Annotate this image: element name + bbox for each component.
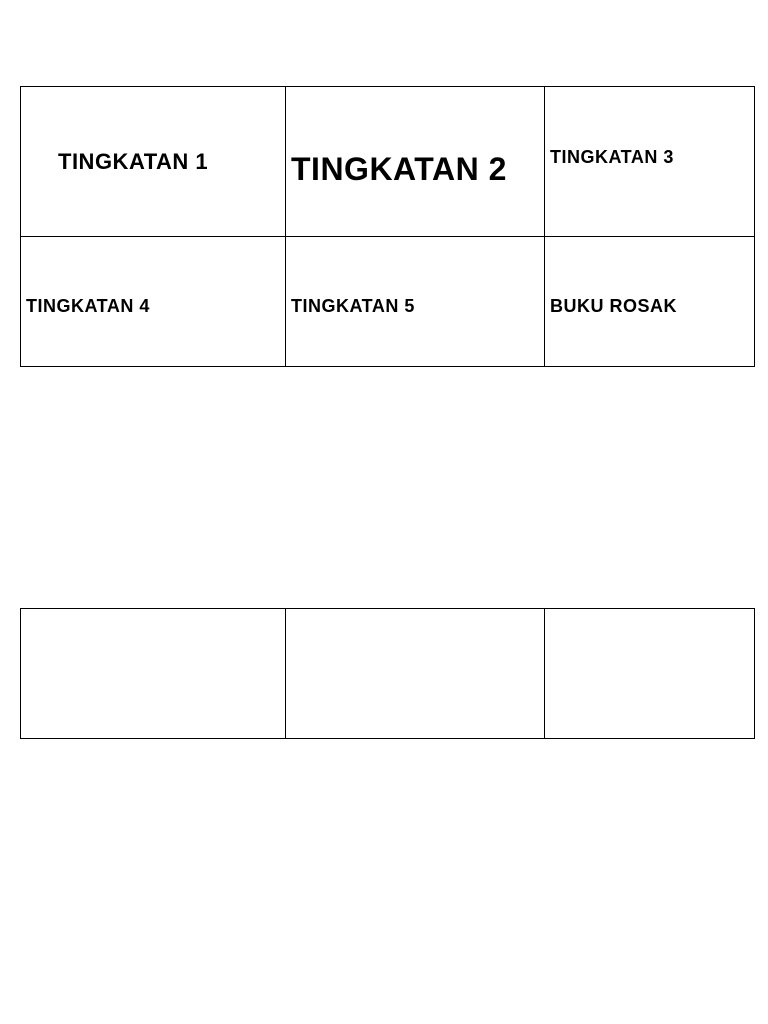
empty-table [20, 608, 755, 739]
label-tingkatan-5: TINGKATAN 5 [291, 296, 415, 316]
table-cell [286, 609, 545, 739]
table-cell [286, 237, 545, 367]
table-cell [545, 237, 755, 367]
table-row [21, 609, 755, 739]
table-row [21, 87, 755, 237]
label-buku-rosak: BUKU ROSAK [550, 296, 678, 316]
label-tingkatan-2: TINGKATAN 2 [291, 151, 507, 187]
table-cell [21, 237, 286, 367]
label-table [20, 86, 755, 367]
label-tingkatan-4: TINGKATAN 4 [26, 296, 150, 316]
label-tingkatan-1: TINGKATAN 1 [58, 149, 209, 174]
table-cell [286, 87, 545, 237]
label-tingkatan-3: TINGKATAN 3 [550, 147, 674, 167]
table-cell [545, 87, 755, 237]
table-cell [21, 87, 286, 237]
table-cell [545, 609, 755, 739]
table-cell [21, 609, 286, 739]
table-row [21, 237, 755, 367]
